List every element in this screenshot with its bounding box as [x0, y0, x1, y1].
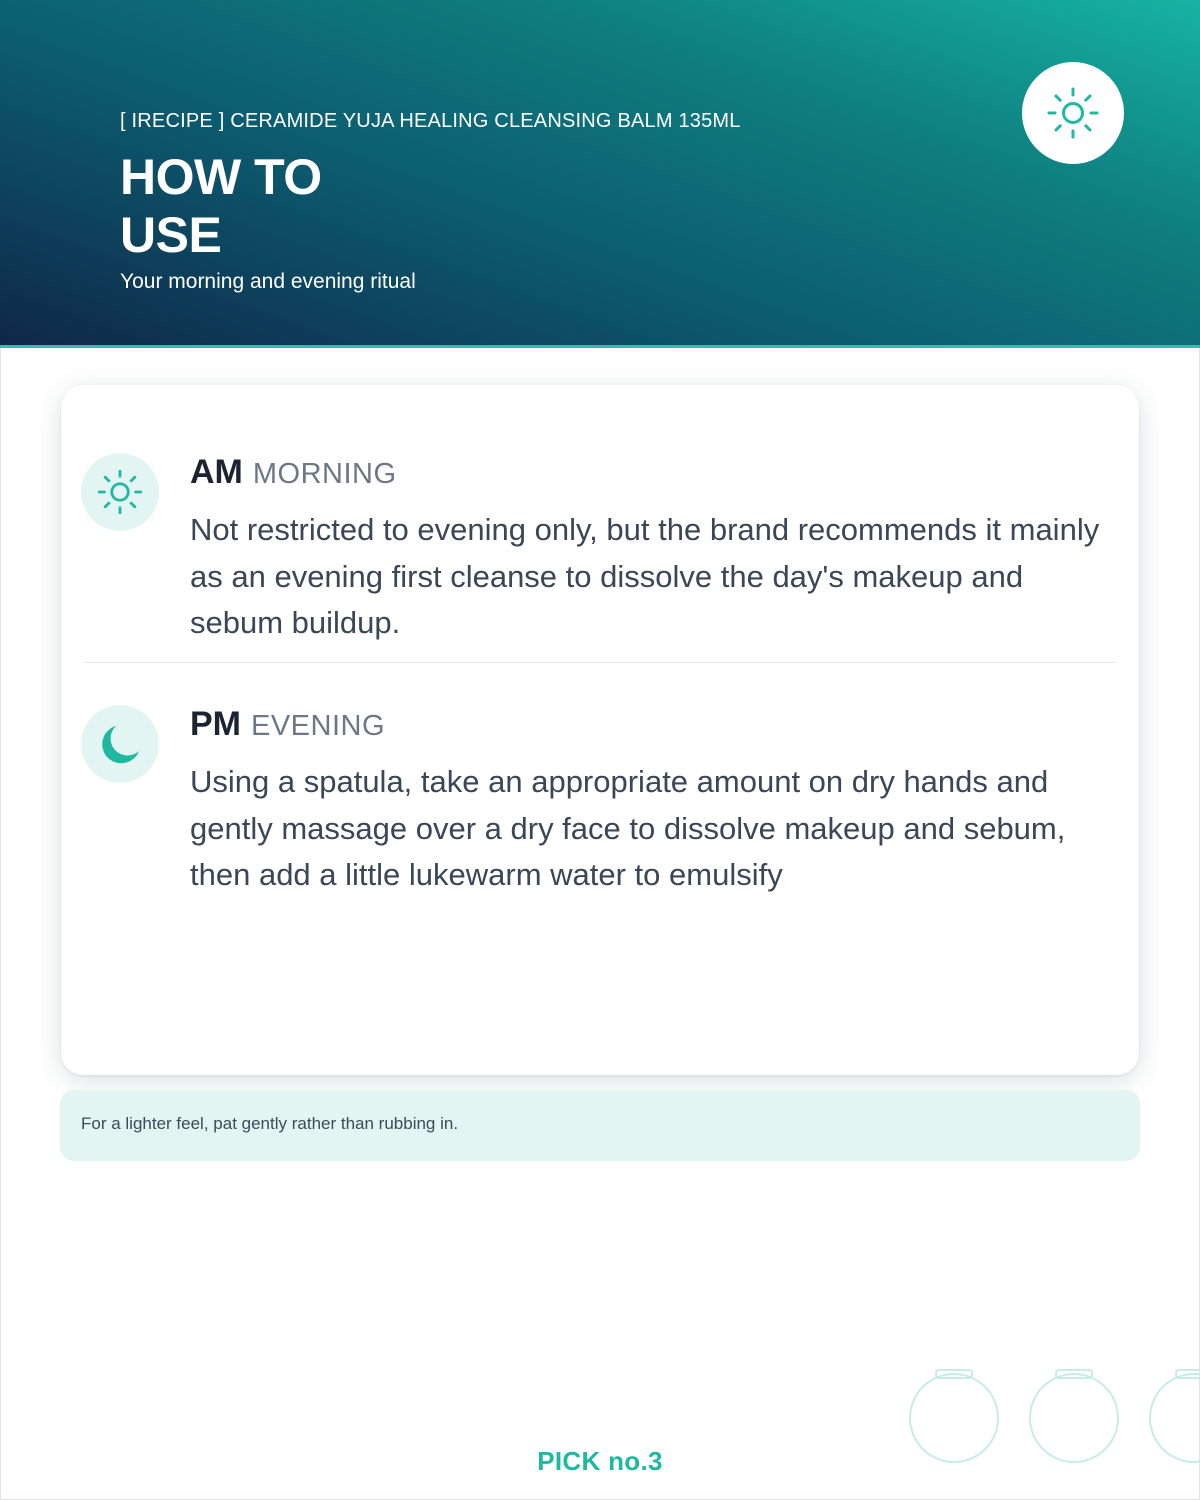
am-tag: AM — [190, 453, 243, 491]
pm-tag: PM — [190, 705, 241, 743]
pm-icon-badge — [81, 705, 159, 783]
am-heading — [190, 453, 397, 492]
pm-description: Using a spatula, take an appropriate amount on dry hands and gently massage over a dry face to dissolve makeup and sebum, then add a little lukewarm water to emulsify — [190, 764, 1066, 892]
am-label: MORNING — [252, 458, 397, 490]
page-subtitle: Your morning and evening ritual — [120, 270, 416, 293]
product-name: [ IRECIPE ] CERAMIDE YUJA HEALING CLEANSING BALM 135ML — [120, 110, 741, 132]
tip-box — [60, 1090, 1140, 1161]
sun-icon — [1043, 83, 1103, 143]
section-divider — [83, 662, 1117, 663]
page-title: HOW TO USE — [120, 149, 322, 263]
am-description: Not restricted to evening only, but the brand recommends it mainly as an evening first cleanse to dissolve the day's makeup and sebum buildup. — [190, 512, 1100, 640]
pm-heading — [190, 705, 385, 744]
sun-badge — [1022, 62, 1124, 164]
pm-label: EVENING — [251, 710, 386, 742]
sun-icon — [94, 466, 146, 518]
header-accent-line — [0, 345, 1200, 348]
tip-text: For a lighter feel, pat gently rather than rubbing in. — [81, 1114, 459, 1133]
am-icon-badge — [81, 453, 159, 531]
moon-icon — [94, 718, 146, 770]
header-banner — [0, 0, 1200, 345]
routine-card — [61, 385, 1139, 1075]
footer-pick-label: PICK no.3 — [537, 1446, 663, 1476]
